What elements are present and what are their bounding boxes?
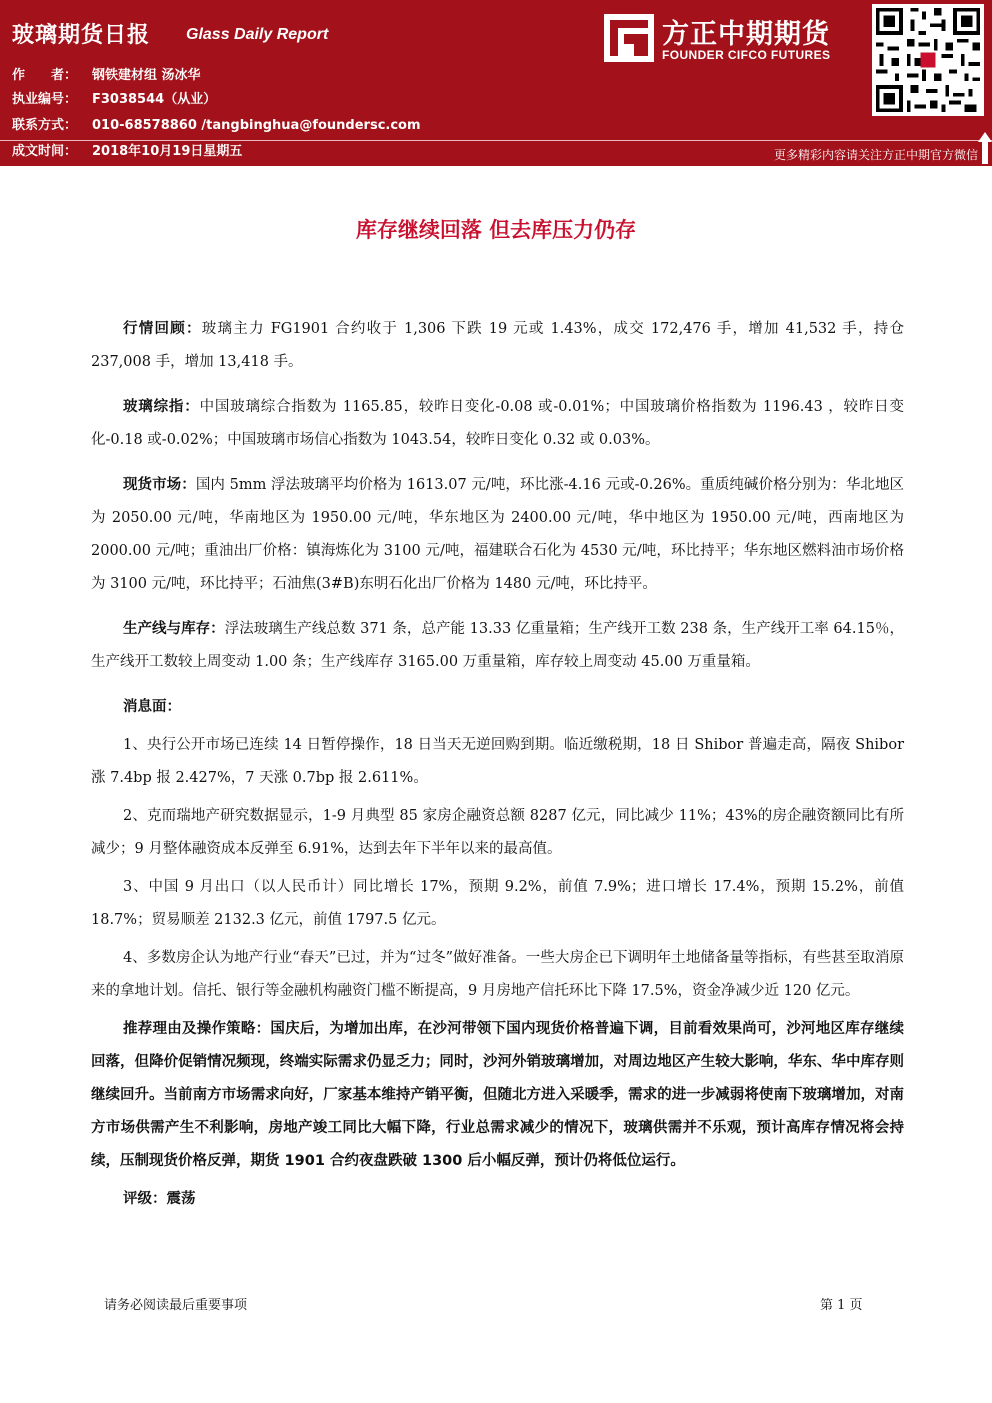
report-title-cn: 玻璃期货日报 xyxy=(12,23,151,48)
logo-text-cn: 方正中期期货 xyxy=(662,19,830,50)
founder-logo-icon xyxy=(604,14,654,62)
meta-contact xyxy=(12,114,421,134)
arrow-up-icon xyxy=(978,132,992,164)
news-item: 2、克而瑞地产研究数据显示，1-9 月典型 85 家房企融资总额 8287 亿元，同比减少 11%；43%的房企融资额同比有所减少；9 月整体融资成本反弹至 6.91%，达到去年下半年以来的最高值。 xyxy=(91,808,904,857)
spot-market-paragraph xyxy=(91,469,904,601)
report-title-en: Glass Daily Report xyxy=(186,26,329,43)
report-body xyxy=(91,313,904,1216)
follow-bar xyxy=(0,140,992,166)
section-label: 现货市场： xyxy=(123,477,196,493)
news-item: 3、中国 9 月出口（以人民币计）同比增长 17%，预期 9.2%，前值 7.9%；进口增长 17.4%，预期 15.2%，前值 18.7%；贸易顺差 2132.3 亿元，前值 1797.5 亿元。 xyxy=(91,879,904,928)
section-label: 消息面： xyxy=(123,699,181,715)
divider xyxy=(0,140,992,141)
meta-label: 作 者： xyxy=(12,68,78,83)
news-item: 4、多数房企认为地产行业“春天”已过，并为“过冬”做好准备。一些大房企已下调明年土地储备量等指标，有些甚至取消原来的拿地计划。信托、银行等金融机构融资门槛不断提高，9 月房地产信托环比下降 17.5%，资金净减少近 120 亿元。 xyxy=(91,950,904,999)
meta-label: 成文时间： xyxy=(12,144,78,159)
document-title: 库存继续回落 但去库压力仍存 xyxy=(355,218,637,242)
news-item: 1、央行公开市场已连续 14 日暂停操作，18 日当天无逆回购到期。临近缴税期，18 日 Shibor 普遍走高，隔夜 Shibor 涨 7.4bp 报 2.427%，7 天涨 0.7bp 报 2.611%。 xyxy=(91,737,904,786)
section-label: 行情回顾： xyxy=(123,321,202,337)
section-text: 国内 5mm 浮法玻璃平均价格为 1613.07 元/吨，环比涨-4.16 元或-0.26%。重质纯碱价格分别为：华北地区为 2050.00 元/吨，华南地区为 1950.00 元/吨，华东地区为 2400.00 元/吨，华中地区为 1950.00 元/吨，西南地区为 2000.00 元/吨；重油出厂价格：镇海炼化为 3100 元/吨，福建联合石化为 4530 元/吨，环比持平；华东地区燃料油市场价格为 3100 元/吨，环比持平；石油焦(3#B)东明石化出厂价格为 1480 元/吨，环比持平。 xyxy=(91,477,905,592)
section-label: 玻璃综指： xyxy=(123,399,200,415)
qr-code-icon[interactable] xyxy=(872,4,984,116)
logo-text-en: FOUNDER CIFCO FUTURES xyxy=(662,48,831,62)
meta-value: F3038544（从业） xyxy=(92,92,217,107)
rating-line xyxy=(91,1183,904,1216)
meta-value: 010-68578860 /tangbinghua@foundersc.com xyxy=(92,118,421,133)
section-text: 玻璃主力 FG1901 合约收于 1,306 下跌 19 元或 1.43%，成交 172,476 手，增加 41,532 手，持仓 237,008 手，增加 13,418 手。 xyxy=(91,321,905,370)
meta-value: 2018年10月19日星期五 xyxy=(92,144,243,159)
news-heading xyxy=(91,691,904,724)
section-label: 推荐理由及操作策略： xyxy=(123,1021,271,1037)
meta-license xyxy=(12,88,216,108)
meta-author xyxy=(12,64,201,84)
follow-wechat-text: 更多精彩内容请关注方正中期官方微信 xyxy=(773,148,978,162)
meta-label: 执业编号： xyxy=(12,92,78,107)
company-logo xyxy=(604,10,854,66)
section-label: 生产线与库存： xyxy=(123,621,225,637)
section-text: 中国玻璃综合指数为 1165.85，较昨日变化-0.08 或-0.01%；中国玻璃价格指数为 1196.43 ，较昨日变化-0.18 或-0.02%；中国玻璃市场信心指数为 1043.54，较昨日变化 0.32 或 0.03%。 xyxy=(91,399,904,448)
page-number: 第 1 页 xyxy=(820,1298,863,1313)
rating-label: 评级： xyxy=(123,1191,167,1207)
production-paragraph xyxy=(91,613,904,679)
meta-label: 联系方式： xyxy=(12,118,78,133)
glass-index-paragraph xyxy=(91,391,904,457)
strategy-paragraph xyxy=(91,1013,904,1178)
report-header xyxy=(0,0,992,166)
footer-notice: 请务必阅读最后重要事项 xyxy=(104,1298,248,1313)
section-text: 浮法玻璃生产线总数 371 条，总产能 13.33 亿重量箱；生产线开工数 238 条，生产线开工率 64.15％，生产线开工数较上周变动 1.00 条；生产线库存 3165.00 万重量箱，库存较上周变动 45.00 万重量箱。 xyxy=(91,621,905,670)
meta-value: 钢铁建材组 汤冰华 xyxy=(92,68,201,83)
market-review-paragraph xyxy=(91,313,904,379)
section-text: 国庆后，为增加出库，在沙河带领下国内现货价格普遍下调，目前看效果尚可，沙河地区库存继续回落，但降价促销情况频现，终端实际需求仍显乏力；同时，沙河外销玻璃增加，对周边地区产生较大影响，华东、华中库存则继续回升。当前南方市场需求向好，厂家基本维持产销平衡，但随北方进入采暖季，需求的进一步减弱将使南下玻璃增加，对南方市场供需产生不利影响，房地产竣工同比大幅下降，行业总需求减少的情况下，玻璃供需并不乐观，预计高库存情况将会持续，压制现货价格反弹，期货 1901 合约夜盘跌破 1300 后小幅反弹，预计仍将低位运行。 xyxy=(91,1021,904,1169)
rating-value: 震荡 xyxy=(166,1191,196,1207)
